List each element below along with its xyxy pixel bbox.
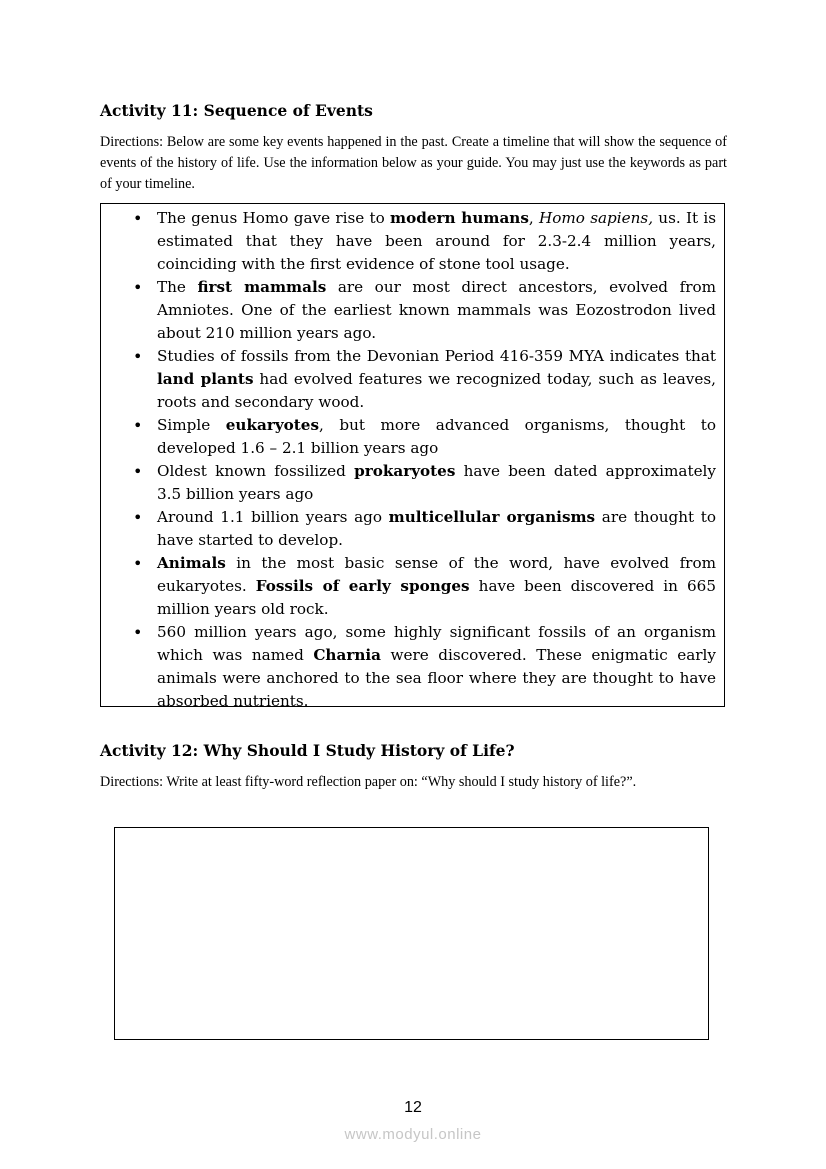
page-number: 12: [404, 1099, 422, 1116]
event-item-charnia: • 560 million years ago, some highly significant fossils of an organism which was named Charnia were discovered. These enigmatic early animals were anchored to the sea floor where they are thought to have absorbed nutrients.: [157, 621, 716, 713]
activity-12-title: Activity 12: Why Should I Study History of Life?: [100, 741, 515, 760]
reflection-answer-box[interactable]: [114, 827, 709, 1040]
event-item-modern-humans: • The genus Homo gave rise to modern humans, Homo sapiens, us. It is estimated that they have been around for 2.3-2.4 million years, coinciding with the first evidence of stone tool usage.: [157, 207, 716, 276]
event-item-multicellular: • Around 1.1 billion years ago multicellular organisms are thought to have started to develop.: [157, 506, 716, 552]
event-item-eukaryotes: • Simple eukaryotes, but more advanced organisms, thought to developed 1.6 – 2.1 billion years ago: [157, 414, 716, 460]
watermark: www.modyul.online: [344, 1126, 482, 1143]
events-box: [100, 203, 725, 710]
activity-11-directions: Directions: Below are some key events happened in the past. Create a timeline that will show the sequence of events of the history of life. Use the information below as your guide. You may just use the keywords as part of your timeline.: [100, 134, 727, 192]
event-item-animals: • Animals in the most basic sense of the word, have evolved from eukaryotes. Fossils of early sponges have been discovered in 665 million years old rock.: [157, 552, 716, 621]
activity-12-directions: Directions: Write at least fifty-word reflection paper on: “Why should I study history of life?”.: [100, 774, 637, 790]
activity-11-title: Activity 11: Sequence of Events: [100, 101, 373, 120]
events-list: [101, 207, 716, 713]
event-item-first-mammals: • The first mammals are our most direct ancestors, evolved from Amniotes. One of the earliest known mammals was Eozostrodon lived about 210 million years ago.: [157, 276, 716, 345]
event-item-land-plants: • Studies of fossils from the Devonian Period 416-359 MYA indicates that land plants had evolved features we recognized today, such as leaves, roots and secondary wood.: [157, 345, 716, 414]
event-item-prokaryotes: • Oldest known fossilized prokaryotes have been dated approximately 3.5 billion years ago: [157, 460, 716, 506]
